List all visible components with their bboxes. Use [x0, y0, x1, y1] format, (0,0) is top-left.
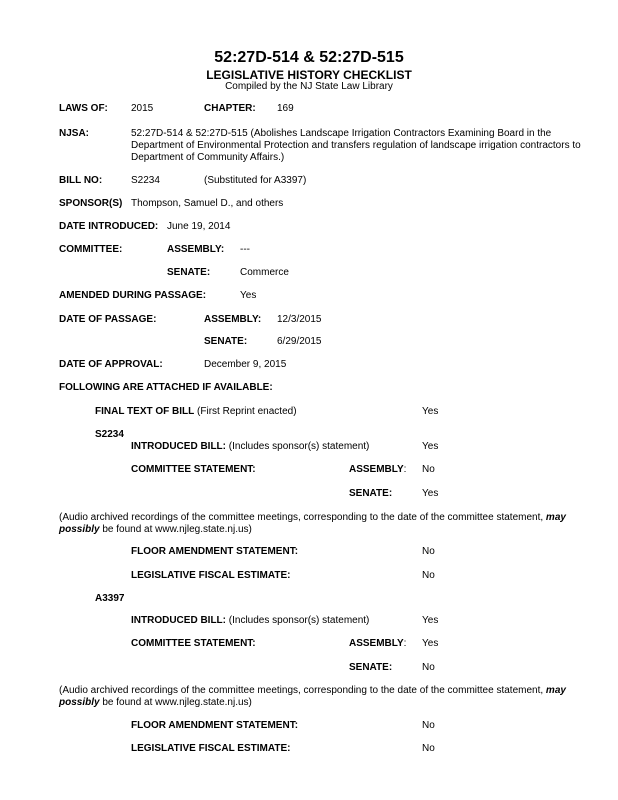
final-text-row	[95, 406, 297, 418]
s2234-introduced-value: Yes	[422, 441, 439, 452]
s2234-introduced-note: (Includes sponsor(s) statement)	[228, 441, 370, 452]
committee-label: COMMITTEE:	[59, 244, 123, 255]
a3397-assembly-colon: :	[403, 638, 407, 649]
passage-senate-value: 6/29/2015	[277, 336, 322, 347]
s2234-introduced-row	[131, 441, 369, 453]
s2234-assembly-row	[349, 464, 406, 476]
page-title: 52:27D-514 & 52:27D-515	[214, 49, 404, 66]
audio-note-text-end: be found at www.njleg.state.nj.us)	[99, 697, 252, 708]
s2234-heading: S2234	[95, 429, 124, 440]
audio-note-emphasis: may possibly	[59, 512, 566, 535]
njsa-label: NJSA:	[59, 128, 90, 139]
final-text-value: Yes	[422, 406, 439, 417]
audio-note-emphasis: may possibly	[59, 685, 566, 708]
a3397-introduced-label: INTRODUCED BILL:	[131, 615, 226, 626]
page-subtitle: LEGISLATIVE HISTORY CHECKLIST	[206, 68, 412, 82]
a3397-heading: A3397	[95, 593, 125, 604]
passage-senate-label: SENATE:	[204, 336, 248, 347]
a3397-fiscal-value: No	[422, 743, 435, 754]
s2234-fiscal-value: No	[422, 570, 435, 581]
audio-note-text: (Audio archived recordings of the committee meetings, corresponding to the date of the committee statement,	[59, 512, 546, 523]
s2234-senate-value: Yes	[422, 488, 439, 499]
a3397-introduced-value: Yes	[422, 615, 439, 626]
passage-assembly-value: 12/3/2015	[277, 314, 322, 325]
amended-label: AMENDED DURING PASSAGE:	[59, 290, 207, 301]
s2234-assembly-colon: :	[403, 464, 407, 475]
a3397-assembly-label: ASSEMBLY	[349, 638, 404, 649]
committee-senate-label: SENATE:	[167, 267, 211, 278]
a3397-assembly-value: Yes	[422, 638, 439, 649]
audio-note	[59, 685, 604, 709]
s2234-floor-label: FLOOR AMENDMENT STATEMENT:	[131, 546, 299, 557]
committee-assembly-label: ASSEMBLY:	[167, 244, 225, 255]
a3397-assembly-row	[349, 638, 406, 650]
date-of-passage-label: DATE OF PASSAGE:	[59, 314, 157, 325]
sponsor-value: Thompson, Samuel D., and others	[131, 198, 284, 209]
a3397-senate-value: No	[422, 662, 435, 673]
njsa-value: 52:27D-514 & 52:27D-515 (Abolishes Landscape Irrigation Contractors Examining Board in the Department of Environmental Protection and transfers regulation of landscape irrigation contractors to Department of Community Affairs.)	[131, 128, 581, 163]
s2234-introduced-label: INTRODUCED BILL:	[131, 441, 226, 452]
a3397-fiscal-label: LEGISLATIVE FISCAL ESTIMATE:	[131, 743, 291, 754]
audio-note	[59, 512, 604, 536]
s2234-assembly-label: ASSEMBLY	[349, 464, 404, 475]
date-of-approval-label: DATE OF APPROVAL:	[59, 359, 163, 370]
a3397-senate-label: SENATE:	[349, 662, 393, 673]
passage-assembly-label: ASSEMBLY:	[204, 314, 262, 325]
a3397-committee-label: COMMITTEE STATEMENT:	[131, 638, 256, 649]
bill-no-value: S2234	[131, 175, 160, 186]
chapter-label: CHAPTER:	[204, 103, 256, 114]
audio-note-text: (Audio archived recordings of the committee meetings, corresponding to the date of the committee statement,	[59, 685, 546, 696]
laws-of-value: 2015	[131, 103, 154, 114]
laws-of-label: LAWS OF:	[59, 103, 108, 114]
attached-heading: FOLLOWING ARE ATTACHED IF AVAILABLE:	[59, 382, 273, 393]
date-introduced-value: June 19, 2014	[167, 221, 231, 232]
sponsor-label: SPONSOR(S)	[59, 198, 123, 209]
a3397-introduced-row	[131, 615, 369, 627]
final-text-label: FINAL TEXT OF BILL	[95, 406, 195, 417]
date-introduced-label: DATE INTRODUCED:	[59, 221, 159, 232]
final-text-note: (First Reprint enacted)	[197, 406, 297, 417]
bill-no-label: BILL NO:	[59, 175, 103, 186]
compiled-by: Compiled by the NJ State Law Library	[225, 81, 393, 92]
committee-assembly-value: ---	[240, 244, 250, 255]
amended-value: Yes	[240, 290, 257, 301]
a3397-floor-label: FLOOR AMENDMENT STATEMENT:	[131, 720, 299, 731]
committee-senate-value: Commerce	[240, 267, 289, 278]
s2234-senate-label: SENATE:	[349, 488, 393, 499]
date-of-approval-value: December 9, 2015	[204, 359, 287, 370]
chapter-value: 169	[277, 103, 294, 114]
audio-note-text-end: be found at www.njleg.state.nj.us)	[99, 524, 252, 535]
a3397-floor-value: No	[422, 720, 435, 731]
s2234-fiscal-label: LEGISLATIVE FISCAL ESTIMATE:	[131, 570, 291, 581]
a3397-introduced-note: (Includes sponsor(s) statement)	[228, 615, 370, 626]
s2234-assembly-value: No	[422, 464, 435, 475]
s2234-floor-value: No	[422, 546, 435, 557]
bill-substituted: (Substituted for A3397)	[204, 175, 307, 186]
s2234-committee-label: COMMITTEE STATEMENT:	[131, 464, 256, 475]
